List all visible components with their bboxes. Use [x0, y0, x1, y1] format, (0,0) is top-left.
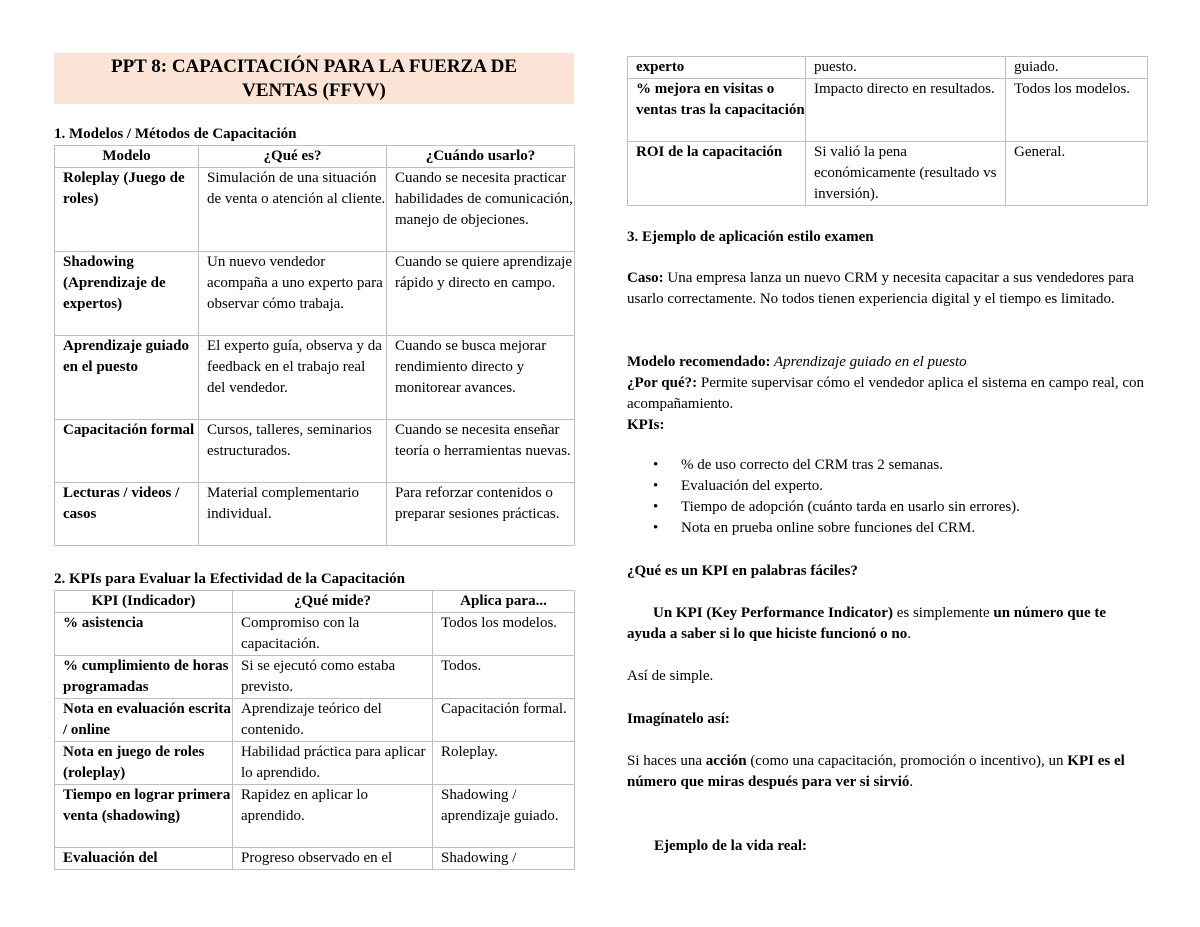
- cell-kpi: % cumplimiento de horas programadas: [55, 656, 233, 699]
- table-row: [55, 483, 575, 546]
- kpi-def-end: .: [907, 626, 911, 642]
- cell-aplica: guiado.: [1006, 57, 1148, 79]
- header-mide: ¿Qué mide?: [233, 591, 433, 613]
- action-text-c: (como una capacitación, promoción o incentivo), un: [746, 753, 1068, 769]
- cell-mide: puesto.: [806, 57, 1006, 79]
- action-paragraph: [627, 751, 1147, 793]
- cell-cuando: Para reforzar contenidos o preparar sesiones prácticas.: [387, 483, 575, 546]
- cell-mide: Aprendizaje teórico del contenido.: [233, 699, 433, 742]
- cell-aplica: Roleplay.: [433, 742, 575, 785]
- section3-heading: 3. Ejemplo de aplicación estilo examen: [627, 229, 874, 245]
- cell-cuando: Cuando se busca mejorar rendimiento directo y monitorear avances.: [387, 336, 575, 420]
- kpi-def-bold: un número que te ayuda a saber si lo que hiciste funcionó o no: [627, 605, 1107, 642]
- cell-que: El experto guía, observa y da feedback en el trabajo real del vendedor.: [199, 336, 387, 420]
- title-text: PPT 8: CAPACITACIÓN PARA LA FUERZA DE VENTAS (FFVV): [110, 55, 518, 101]
- table-row: [55, 656, 575, 699]
- table-row: [55, 420, 575, 483]
- document-title: [54, 53, 574, 104]
- table-row: [628, 142, 1148, 206]
- table-row: [628, 57, 1148, 79]
- kpi-term: Un KPI (Key Performance Indicator): [653, 605, 893, 621]
- cell-aplica: Todos los modelos.: [433, 613, 575, 656]
- cell-que: Material complementario individual.: [199, 483, 387, 546]
- cell-modelo: Aprendizaje guiado en el puesto: [55, 336, 199, 420]
- cell-mide: Rapidez en aplicar lo aprendido.: [233, 785, 433, 848]
- table-row: [55, 699, 575, 742]
- header-cuando: ¿Cuándo usarlo?: [387, 146, 575, 168]
- cell-que: Simulación de una situación de venta o atención al cliente.: [199, 168, 387, 252]
- caso-text: Una empresa lanza un nuevo CRM y necesita capacitar a sus vendedores para usarlo correctamente. No todos tienen experiencia digital y el tiempo es limitado.: [627, 270, 1134, 307]
- table-row: [55, 785, 575, 848]
- table-row: [55, 336, 575, 420]
- cell-aplica: Shadowing / aprendizaje guiado.: [433, 785, 575, 848]
- models-table: [54, 145, 575, 546]
- table-row: [55, 848, 575, 870]
- section2-heading: 2. KPIs para Evaluar la Efectividad de la Capacitación: [54, 571, 405, 587]
- cell-mide: Progreso observado en el: [233, 848, 433, 870]
- cell-mide: Impacto directo en resultados.: [806, 79, 1006, 142]
- example-heading: Ejemplo de la vida real:: [654, 838, 808, 854]
- cell-aplica: Todos los modelos.: [1006, 79, 1148, 142]
- modelo-label: Modelo recomendado:: [627, 354, 771, 370]
- kpi-number-phrase: KPI es el número que miras después para ver si sirvió: [627, 753, 1125, 790]
- header-kpi: KPI (Indicador): [55, 591, 233, 613]
- kpis-label: KPIs:: [627, 417, 665, 433]
- table-row: [55, 742, 575, 785]
- cell-mide: Compromiso con la capacitación.: [233, 613, 433, 656]
- kpi-list: [627, 455, 1147, 539]
- cell-kpi: Evaluación del: [55, 848, 233, 870]
- cell-cuando: Cuando se necesita practicar habilidades de comunicación, manejo de objeciones.: [387, 168, 575, 252]
- action-text-a: Si haces una: [627, 753, 706, 769]
- porque-text: Permite supervisar cómo el vendedor aplica el sistema en campo real, con acompañamiento.: [627, 375, 1145, 412]
- section1-heading: 1. Modelos / Métodos de Capacitación: [54, 126, 297, 142]
- cell-kpi: % mejora en visitas o ventas tras la capacitación: [628, 79, 806, 142]
- list-item: • Evaluación del experto.: [627, 476, 1147, 497]
- cell-modelo: Capacitación formal: [55, 420, 199, 483]
- action-word: acción: [705, 753, 747, 769]
- cell-mide: Si valió la pena económicamente (resultado vs inversión).: [806, 142, 1006, 206]
- kpi-table: [54, 590, 575, 870]
- list-item: • % de uso correcto del CRM tras 2 semanas.: [627, 455, 1147, 476]
- list-item: • Tiempo de adopción (cuánto tarda en usarlo sin errores).: [627, 497, 1147, 518]
- kpi-explain-heading: ¿Qué es un KPI en palabras fáciles?: [627, 563, 858, 579]
- cell-aplica: Capacitación formal.: [433, 699, 575, 742]
- modelo-value: Aprendizaje guiado en el puesto: [770, 354, 967, 370]
- cell-aplica: General.: [1006, 142, 1148, 206]
- kpi-def-text: es simplemente: [892, 605, 994, 621]
- cell-modelo: Roleplay (Juego de roles): [55, 168, 199, 252]
- porque-paragraph: [627, 373, 1147, 415]
- table-row: [628, 79, 1148, 142]
- header-modelo: Modelo: [55, 146, 199, 168]
- cell-kpi: Nota en juego de roles (roleplay): [55, 742, 233, 785]
- caso-label: Caso:: [627, 270, 664, 286]
- cell-kpi: Nota en evaluación escrita / online: [55, 699, 233, 742]
- porque-label: ¿Por qué?:: [627, 375, 698, 391]
- cell-que: Cursos, talleres, seminarios estructurados.: [199, 420, 387, 483]
- imagine-text: Imagínatelo así:: [627, 711, 730, 727]
- cell-modelo: Lecturas / videos / casos: [55, 483, 199, 546]
- table-header-row: [55, 591, 575, 613]
- cell-cuando: Cuando se necesita enseñar teoría o herramientas nuevas.: [387, 420, 575, 483]
- cell-kpi: experto: [628, 57, 806, 79]
- table-header-row: [55, 146, 575, 168]
- cell-mide: Habilidad práctica para aplicar lo aprendido.: [233, 742, 433, 785]
- cell-modelo: Shadowing (Aprendizaje de expertos): [55, 252, 199, 336]
- cell-kpi: % asistencia: [55, 613, 233, 656]
- table-row: [55, 252, 575, 336]
- list-item: • Nota en prueba online sobre funciones del CRM.: [627, 518, 1147, 539]
- caso-paragraph: [627, 268, 1147, 310]
- header-aplica: Aplica para...: [433, 591, 575, 613]
- modelo-paragraph: [627, 352, 1147, 373]
- table-row: [55, 168, 575, 252]
- cell-kpi: Tiempo en lograr primera venta (shadowing): [55, 785, 233, 848]
- cell-cuando: Cuando se quiere aprendizaje rápido y directo en campo.: [387, 252, 575, 336]
- cell-que: Un nuevo vendedor acompaña a uno experto para observar cómo trabaja.: [199, 252, 387, 336]
- cell-kpi: ROI de la capacitación: [628, 142, 806, 206]
- kpi-table-continued: [627, 56, 1148, 206]
- cell-mide: Si se ejecutó como estaba previsto.: [233, 656, 433, 699]
- simple-text: Así de simple.: [627, 668, 714, 684]
- kpi-definition-paragraph: [627, 603, 1147, 645]
- header-que-es: ¿Qué es?: [199, 146, 387, 168]
- cell-aplica: Todos.: [433, 656, 575, 699]
- table-row: [55, 613, 575, 656]
- cell-aplica: Shadowing /: [433, 848, 575, 870]
- action-text-end: .: [909, 774, 914, 790]
